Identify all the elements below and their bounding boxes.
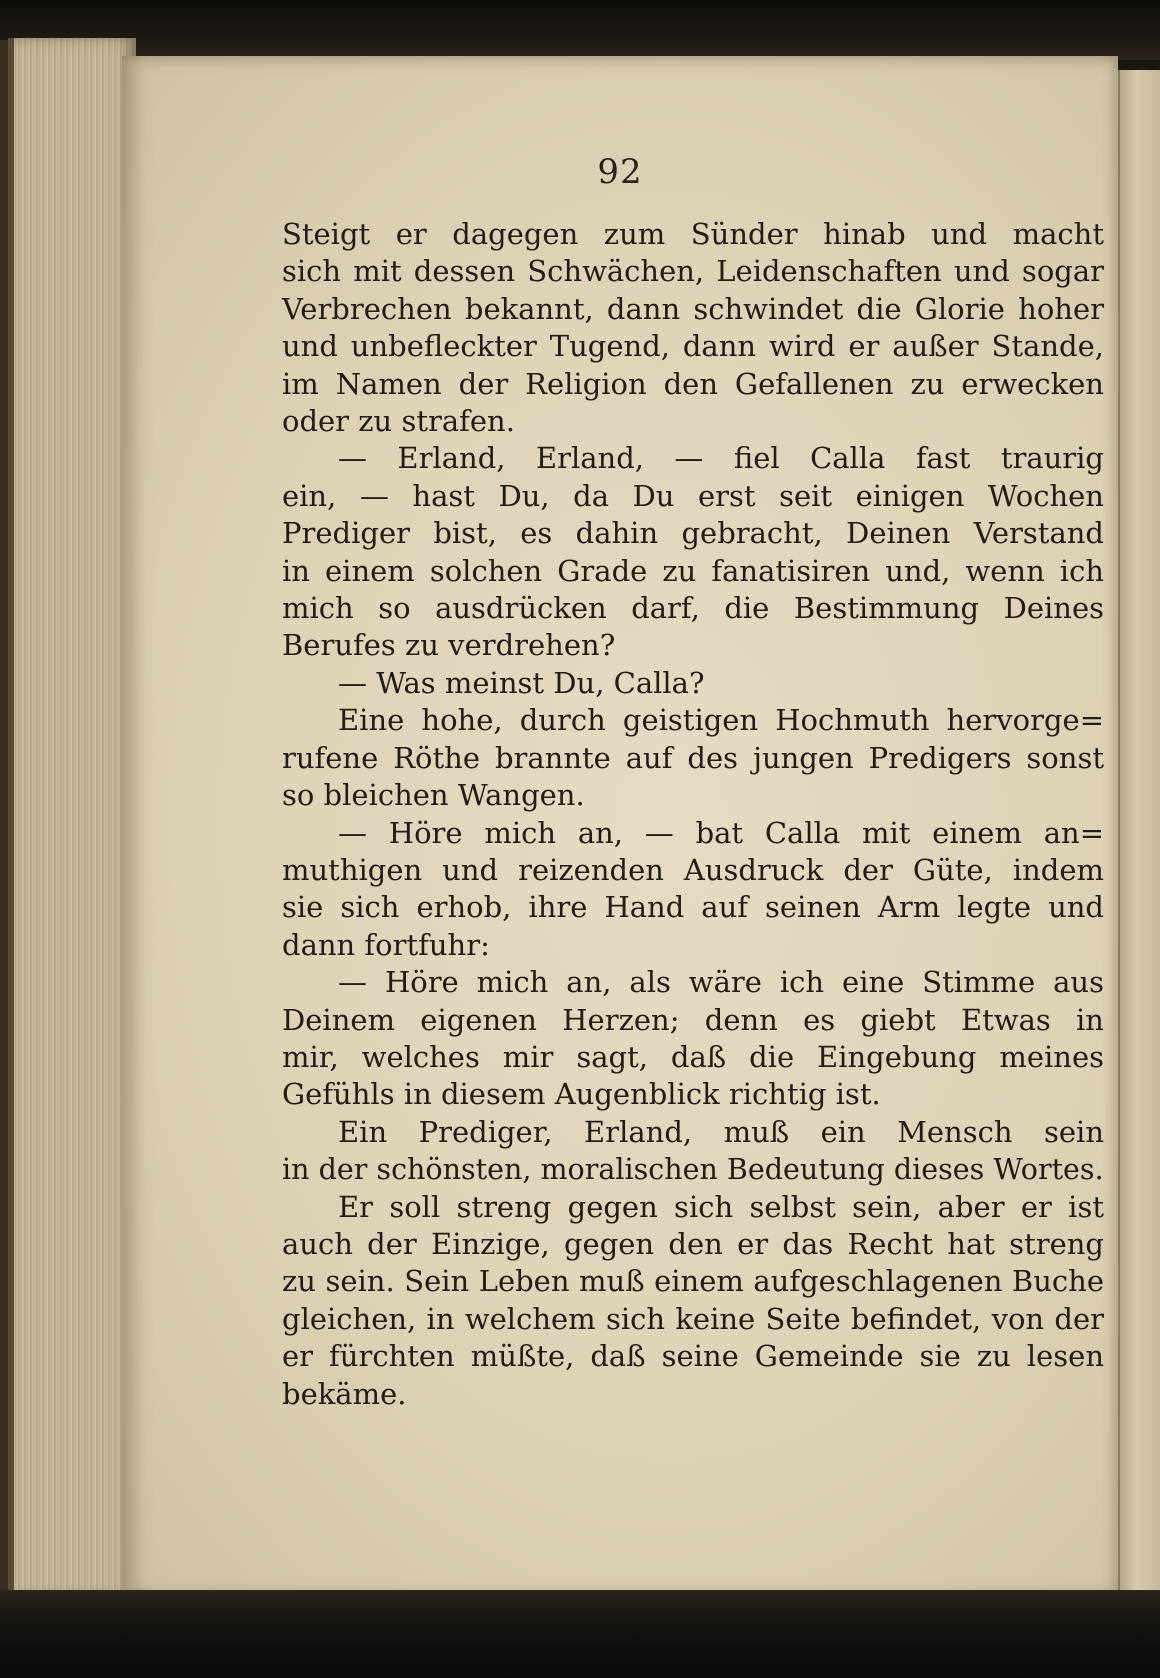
page-number: 92 bbox=[597, 152, 643, 192]
text-line: Berufes zu verdrehen? bbox=[282, 628, 616, 663]
text-line: zu sein. Sein Leben muß einem aufgeschlagenen Buche bbox=[282, 1264, 1104, 1299]
text-line: mir, welches mir sagt, daß die Eingebung meines bbox=[282, 1039, 1104, 1074]
text-line: sich mit dessen Schwächen, Leidenschaften und sogar bbox=[282, 254, 1104, 289]
text-line: er fürchten müßte, daß seine Gemeinde sie zu lesen bbox=[282, 1339, 1104, 1374]
text-line: im Namen der Religion den Gefallenen zu erwecken bbox=[282, 366, 1104, 401]
text-line: gleichen, in welchem sich keine Seite befindet, von der bbox=[282, 1301, 1104, 1336]
text-line: — Höre mich an, als wäre ich eine Stimme aus bbox=[338, 965, 1104, 1000]
text-line: so bleichen Wangen. bbox=[282, 778, 585, 813]
page-text bbox=[282, 216, 1104, 1413]
text-line: dann fortfuhr: bbox=[282, 927, 490, 962]
text-line: oder zu strafen. bbox=[282, 404, 515, 439]
text-line: Verbrechen bekannt, dann schwindet die Glorie hoher bbox=[282, 291, 1104, 326]
top-shadow bbox=[0, 0, 1160, 60]
text-line: — Höre mich an, — bat Calla mit einem an= bbox=[338, 815, 1104, 850]
text-line: rufene Röthe brannte auf des jungen Predigers sonst bbox=[282, 740, 1104, 775]
next-page-edge bbox=[1118, 70, 1160, 1590]
text-line: Eine hohe, durch geistigen Hochmuth hervorge= bbox=[338, 703, 1104, 738]
text-line: Deinem eigenen Herzen; denn es giebt Etwas in bbox=[282, 1002, 1104, 1037]
text-line: Prediger bist, es dahin gebracht, Deinen Verstand bbox=[282, 516, 1104, 551]
text-line: und unbefleckter Tugend, dann wird er außer Stande, bbox=[282, 329, 1104, 364]
bottom-shadow bbox=[0, 1590, 1160, 1678]
book-page bbox=[122, 56, 1118, 1596]
text-line: ein, — hast Du, da Du erst seit einigen Wochen bbox=[282, 478, 1104, 513]
text-line: auch der Einzige, gegen den er das Recht hat streng bbox=[282, 1226, 1104, 1261]
text-line: — Was meinst Du, Calla? bbox=[338, 665, 705, 700]
text-line: in der schönsten, moralischen Bedeutung dieses Wortes. bbox=[282, 1153, 1104, 1187]
page-stack-edge bbox=[8, 38, 136, 1598]
text-line: muthigen und reizenden Ausdruck der Güte, indem bbox=[282, 852, 1104, 887]
text-line: Er soll streng gegen sich selbst sein, aber er ist bbox=[338, 1189, 1104, 1224]
text-line: sie sich erhob, ihre Hand auf seinen Arm legte und bbox=[282, 890, 1104, 925]
text-line: Steigt er dagegen zum Sünder hinab und macht bbox=[282, 217, 1104, 251]
text-line: in einem solchen Grade zu fanatisiren und, wenn ich bbox=[282, 553, 1104, 588]
text-line: — Erland, Erland, — fiel Calla fast traurig bbox=[338, 441, 1104, 476]
text-line: mich so ausdrücken darf, die Bestimmung Deines bbox=[282, 591, 1104, 626]
text-line: Gefühls in diesem Augenblick richtig ist. bbox=[282, 1077, 881, 1112]
text-line: Ein Prediger, Erland, muß ein Mensch sein bbox=[338, 1114, 1104, 1149]
text-line: bekäme. bbox=[282, 1376, 407, 1411]
